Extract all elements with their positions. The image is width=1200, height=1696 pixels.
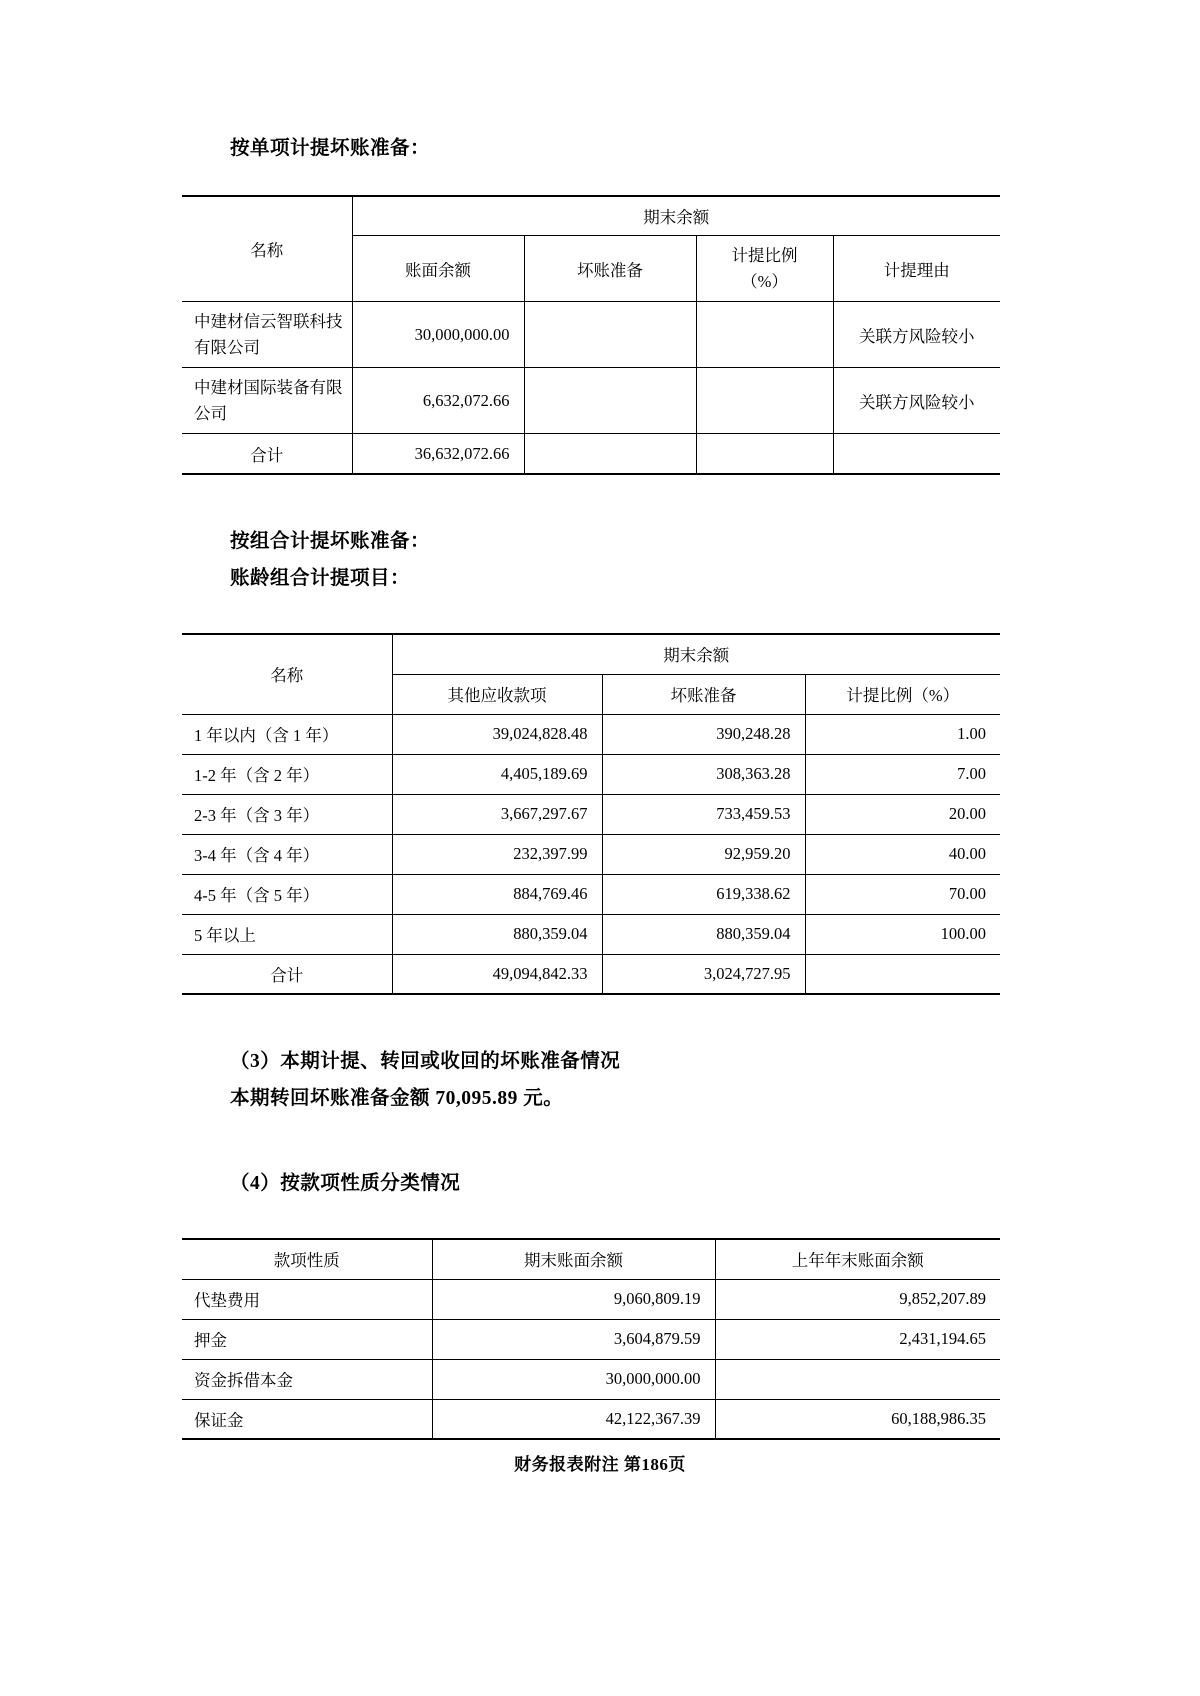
page-footer: 财务报表附注 第186页 bbox=[514, 1455, 686, 1474]
cell-prev-balance: 2,431,194.65 bbox=[715, 1319, 1000, 1359]
col-header-end-balance: 期末账面余额 bbox=[432, 1239, 715, 1279]
cell-bad-debt: 3,024,727.95 bbox=[602, 954, 805, 994]
cell-bad-debt: 390,248.28 bbox=[602, 714, 805, 754]
table-row bbox=[182, 794, 1000, 834]
section3-text: 本期转回坏账准备金额 70,095.89 元。 bbox=[230, 1088, 564, 1110]
table-total-row bbox=[182, 434, 1000, 474]
cell-reason bbox=[833, 434, 1000, 474]
cell-other-receivable: 232,397.99 bbox=[392, 834, 602, 874]
table-total-row bbox=[182, 954, 1000, 994]
table-row bbox=[182, 368, 1000, 434]
col-header-reason: 计提理由 bbox=[833, 236, 1000, 302]
cell-end-balance: 9,060,809.19 bbox=[432, 1279, 715, 1319]
cell-bad-debt bbox=[524, 302, 696, 368]
page-content bbox=[182, 130, 1000, 1440]
table-row bbox=[182, 914, 1000, 954]
cell-ratio bbox=[696, 302, 833, 368]
spacer bbox=[182, 1117, 1000, 1165]
spacer bbox=[182, 167, 1000, 195]
cell-other-receivable: 3,667,297.67 bbox=[392, 794, 602, 834]
col-header-group-end-balance: 期末余额 bbox=[352, 196, 1000, 236]
cell-nature: 代垫费用 bbox=[182, 1279, 432, 1319]
spacer bbox=[182, 475, 1000, 523]
table-row bbox=[182, 754, 1000, 794]
col-header-ratio: 计提比例（%） bbox=[805, 674, 1000, 714]
table-row bbox=[182, 1319, 1000, 1359]
cell-name: 合计 bbox=[182, 954, 392, 994]
cell-name: 5 年以上 bbox=[182, 914, 392, 954]
cell-nature: 押金 bbox=[182, 1319, 432, 1359]
cell-other-receivable: 880,359.04 bbox=[392, 914, 602, 954]
cell-ratio: 20.00 bbox=[805, 794, 1000, 834]
cell-name: 3-4 年（含 4 年） bbox=[182, 834, 392, 874]
nature-classification-table bbox=[182, 1238, 1000, 1440]
cell-ratio: 1.00 bbox=[805, 714, 1000, 754]
col-header-prev-balance: 上年年末账面余额 bbox=[715, 1239, 1000, 1279]
table-row bbox=[182, 302, 1000, 368]
cell-reason: 关联方风险较小 bbox=[833, 368, 1000, 434]
cell-ratio bbox=[805, 954, 1000, 994]
cell-nature: 资金拆借本金 bbox=[182, 1359, 432, 1399]
cell-name: 1 年以内（含 1 年） bbox=[182, 714, 392, 754]
spacer bbox=[182, 1202, 1000, 1238]
section2-heading-2: 账龄组合计提项目： bbox=[230, 567, 411, 589]
col-header-name: 名称 bbox=[182, 196, 352, 302]
single-item-bad-debt-table bbox=[182, 195, 1000, 475]
table-header-row bbox=[182, 196, 1000, 236]
cell-end-balance: 42,122,367.39 bbox=[432, 1399, 715, 1439]
col-header-bad-debt: 坏账准备 bbox=[524, 236, 696, 302]
col-header-name: 名称 bbox=[182, 634, 392, 714]
cell-book-balance: 6,632,072.66 bbox=[352, 368, 524, 434]
cell-bad-debt: 308,363.28 bbox=[602, 754, 805, 794]
section4-heading: （4）按款项性质分类情况 bbox=[230, 1173, 461, 1195]
cell-prev-balance: 60,188,986.35 bbox=[715, 1399, 1000, 1439]
cell-name: 1-2 年（含 2 年） bbox=[182, 754, 392, 794]
table-row bbox=[182, 714, 1000, 754]
table-header-row bbox=[182, 634, 1000, 674]
spacer bbox=[182, 597, 1000, 633]
cell-bad-debt: 619,338.62 bbox=[602, 874, 805, 914]
col-header-other-receivable: 其他应收款项 bbox=[392, 674, 602, 714]
cell-name: 4-5 年（含 5 年） bbox=[182, 874, 392, 914]
col-header-bad-debt: 坏账准备 bbox=[602, 674, 805, 714]
section2-heading-1: 按组合计提坏账准备： bbox=[230, 530, 431, 552]
cell-prev-balance bbox=[715, 1359, 1000, 1399]
cell-ratio: 7.00 bbox=[805, 754, 1000, 794]
cell-ratio bbox=[696, 434, 833, 474]
col-header-nature: 款项性质 bbox=[182, 1239, 432, 1279]
col-header-ratio bbox=[696, 236, 833, 302]
col-header-book-balance: 账面余额 bbox=[352, 236, 524, 302]
cell-bad-debt bbox=[524, 434, 696, 474]
cell-prev-balance: 9,852,207.89 bbox=[715, 1279, 1000, 1319]
cell-name: 合计 bbox=[182, 434, 352, 474]
cell-ratio: 40.00 bbox=[805, 834, 1000, 874]
aging-portfolio-table bbox=[182, 633, 1000, 995]
cell-end-balance: 3,604,879.59 bbox=[432, 1319, 715, 1359]
col-header-ratio-line1: 计提比例 bbox=[731, 246, 798, 266]
cell-book-balance: 36,632,072.66 bbox=[352, 434, 524, 474]
cell-name: 中建材信云智联科技有限公司 bbox=[182, 302, 352, 368]
cell-nature: 保证金 bbox=[182, 1399, 432, 1439]
cell-ratio bbox=[696, 368, 833, 434]
cell-bad-debt: 92,959.20 bbox=[602, 834, 805, 874]
table-row bbox=[182, 1399, 1000, 1439]
spacer bbox=[182, 995, 1000, 1043]
cell-reason: 关联方风险较小 bbox=[833, 302, 1000, 368]
cell-bad-debt: 880,359.04 bbox=[602, 914, 805, 954]
table-row bbox=[182, 874, 1000, 914]
cell-bad-debt: 733,459.53 bbox=[602, 794, 805, 834]
table-row bbox=[182, 834, 1000, 874]
cell-other-receivable: 39,024,828.48 bbox=[392, 714, 602, 754]
cell-book-balance: 30,000,000.00 bbox=[352, 302, 524, 368]
section1-heading: 按单项计提坏账准备： bbox=[230, 138, 431, 159]
table-row bbox=[182, 1279, 1000, 1319]
cell-other-receivable: 49,094,842.33 bbox=[392, 954, 602, 994]
cell-other-receivable: 884,769.46 bbox=[392, 874, 602, 914]
cell-name: 2-3 年（含 3 年） bbox=[182, 794, 392, 834]
cell-other-receivable: 4,405,189.69 bbox=[392, 754, 602, 794]
table-row bbox=[182, 1359, 1000, 1399]
cell-ratio: 70.00 bbox=[805, 874, 1000, 914]
table-header-row bbox=[182, 1239, 1000, 1279]
cell-bad-debt bbox=[524, 368, 696, 434]
cell-name: 中建材国际装备有限公司 bbox=[182, 368, 352, 434]
col-header-ratio-line2: （%） bbox=[741, 271, 788, 291]
section3-heading: （3）本期计提、转回或收回的坏账准备情况 bbox=[230, 1051, 621, 1073]
cell-end-balance: 30,000,000.00 bbox=[432, 1359, 715, 1399]
cell-ratio: 100.00 bbox=[805, 914, 1000, 954]
col-header-group-end-balance: 期末余额 bbox=[392, 634, 1000, 674]
